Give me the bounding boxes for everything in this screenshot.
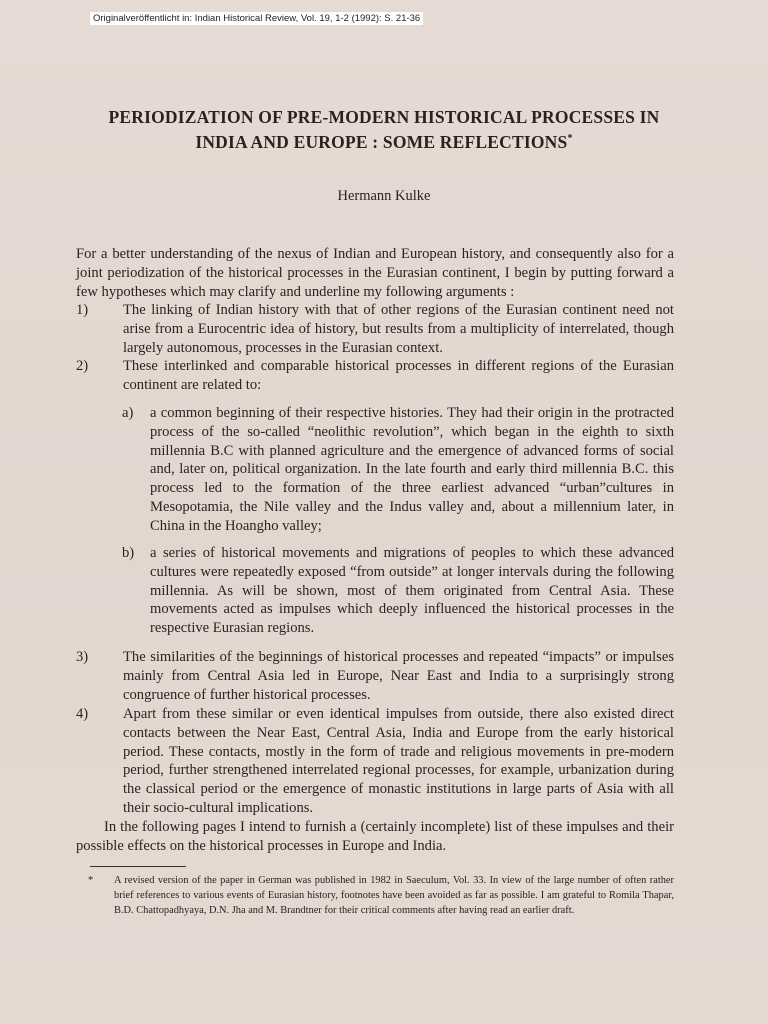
article-title (60, 106, 708, 153)
point-number: 4) (76, 706, 89, 722)
point-number: 2) (76, 358, 89, 374)
point-text: The linking of Indian history with that of other regions of the Eurasian continent need not arise from a Eurocentric idea of history, but results from a multiplicity of interrelated, though largely autonomous, processes in the Eurasian context. (123, 302, 674, 356)
footnote (88, 873, 674, 919)
closing-paragraph: In the following pages I intend to furnish a (certainly incomplete) list of these impulses and their possible effects on the historical processes in Europe and India. (76, 819, 674, 854)
subpoint-a (122, 404, 674, 536)
subpoint-text: a series of historical movements and migrations of peoples to which these advanced cultures were repeatedly exposed “from outside” at longer intervals during the following millennia. As will be shown, most of them originated from Central Asia. These movements acted as impulses which deeply influenced the historical processes in the respective Eurasian regions. (150, 545, 674, 637)
title-footnote-mark: * (567, 133, 573, 144)
subpoint-text: a common beginning of their respective histories. They had their origin in the protracted process of the so-called “neolithic revolution”, which began in the eighth to sixth millennia B.C with planned agriculture and the emergence of advanced forms of social and, later on, political organization. In the late fourth and early third millennia B.C. this process led to the formation of the three earliest advanced “urban”cultures in Mesopotamia, the Nile valley and the Indus valley and, about a millennium later, in China in the Hoangho valley; (150, 405, 674, 534)
point-1 (76, 301, 674, 357)
point-number: 1) (76, 302, 89, 318)
subpoint-letter: b) (122, 545, 135, 561)
point-text: These interlinked and comparable historical processes in different regions of the Eurasian continent are related to: (123, 358, 674, 393)
point-2 (76, 357, 674, 395)
title-line-1: PERIODIZATION OF PRE-MODERN HISTORICAL PROCESSES IN (108, 107, 660, 127)
footnote-text: A revised version of the paper in German was published in 1982 in Saeculum, Vol. 33. In view of the large number of often rather brief references to various events of Eurasian history, footnotes have been avoided as far as possible. I am grateful to Romila Thapar, B.D. Chattopadhyaya, D.N. Jha and M. Brandtner for their critical comments after having read an earlier draft. (114, 875, 674, 917)
point-4 (76, 705, 674, 818)
intro-paragraph: For a better understanding of the nexus of Indian and European history, and consequently also for a joint periodization of the historical processes in the Eurasian continent, I begin by putting forward a few hypotheses which may clarify and underline my following arguments : (76, 246, 674, 300)
source-citation: Originalveröffentlicht in: Indian Historical Review, Vol. 19, 1-2 (1992): S. 21-36 (90, 12, 423, 25)
author-name: Hermann Kulke (337, 188, 431, 204)
title-line-2: INDIA AND EUROPE : SOME REFLECTIONS (195, 131, 568, 152)
subpoint-letter: a) (122, 405, 134, 421)
point-3 (76, 648, 674, 704)
point-text: The similarities of the beginnings of historical processes and repeated “impacts” or impulses mainly from Central Asia led in Europe, Near East and India to a surprisingly strong congruence of further historical processes. (123, 649, 674, 703)
subpoint-b (122, 544, 674, 638)
footnote-mark: * (88, 875, 94, 886)
point-text: Apart from these similar or even identical impulses from outside, there also existed direct contacts between the Near East, Central Asia, India and Europe from the early historical period. These contacts, mostly in the form of trade and religious movements in pre-modern period, further strengthened interrelated regional processes, for example, urbanization during the classical period or the emergence of monastic institutions in large parts of Asia with all their socio-cultural implications. (123, 706, 674, 816)
footnote-divider (90, 866, 186, 867)
point-number: 3) (76, 649, 89, 665)
